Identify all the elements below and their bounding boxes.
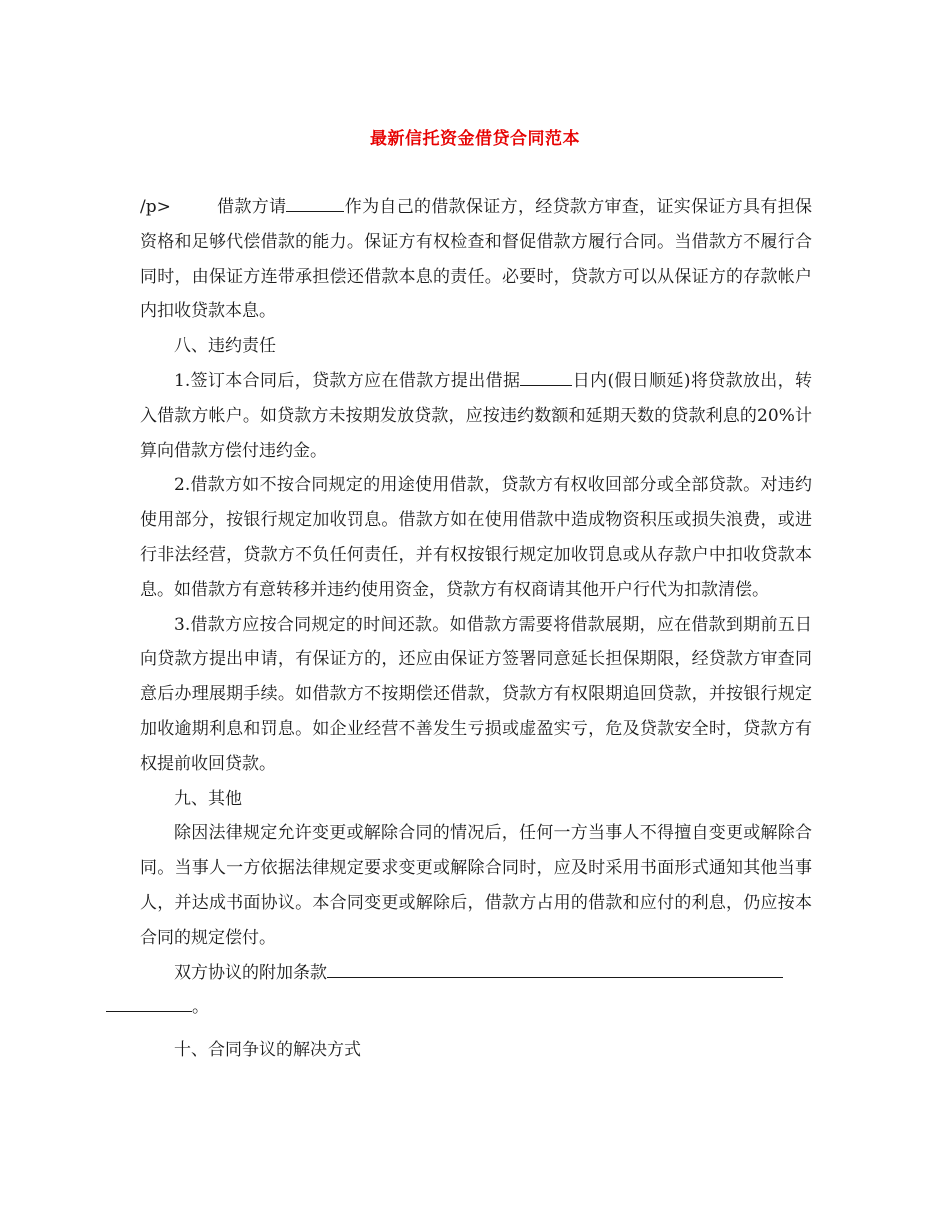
section-heading-breach: 八、违约责任 (174, 336, 276, 357)
guarantor-name-blank (286, 193, 344, 212)
clause-8-2: 2.借款方如不按合同规定的用途使用借款，贷款方有权收回部分或全部贷款。对违约使用部分，按银行规定加收罚息。借款方如在使用借款中造成物资积压或损失浪费，或进行非法经营，贷款方不负任何责任，并有权按银行规定加收罚息或从存款户中扣收贷款本息。如借款方有意转移并违约使用资金，贷款方有权商请其他开户行代为扣款清偿。 (140, 475, 812, 600)
guarantor-text-start: 借款方请 (216, 197, 287, 217)
stray-markup-prefix: /p> (140, 197, 171, 217)
supplement-blank (327, 959, 783, 978)
document-body (140, 190, 812, 1068)
section-heading-other: 九、其他 (174, 788, 242, 809)
clause-8-1-start: 1.签订本合同后，贷款方应在借款方提出借据 (174, 370, 521, 391)
guarantor-text-rest: 作为自己的借款保证方，经贷款方审查，证实保证方具有担保资格和足够代偿借款的能力。保证方有权检查和督促借款方履行合同。当借款方不履行合同时，由保证方连带承担偿还借款本息的责任。必要时，贷款方可以从保证方的存款帐户内扣收贷款本息。 (140, 197, 813, 322)
guarantor-paragraph (140, 190, 812, 329)
document-title: 最新信托资金借贷合同范本 (370, 129, 580, 149)
clause-8-1-rest: 日内(假日顺延)将贷款放出，转入借款方帐户。如贷款方未按期发放贷款，应按违约数额和延期天数的贷款利息的20%计算向借款方偿付违约金。 (140, 370, 812, 461)
supplement-label: 双方协议的附加条款 (174, 962, 327, 983)
section-heading-dispute: 十、合同争议的解决方式 (174, 1040, 361, 1061)
supplement-clause (140, 956, 812, 1026)
supplement-blank-continued (106, 993, 192, 1012)
clause-8-3: 3.借款方应按合同规定的时间还款。如借款方需要将借款展期，应在借款到期前五日向贷款方提出申请，有保证方的，还应由保证方签署同意延长担保期限，经贷款方审查同意后办理展期手续。如借款方不按期偿还借款，贷款方有权限期追回贷款，并按银行规定加收逾期利息和罚息。如企业经营不善发生亏损或虚盈实亏，危及贷款安全时，贷款方有权提前收回贷款。 (140, 614, 812, 774)
supplement-end: 。 (192, 997, 209, 1018)
clause-8-1 (140, 364, 812, 468)
clause-9-text: 除因法律规定允许变更或解除合同的情况后，任何一方当事人不得擅自变更或解除合同。当事人一方依据法律规定要求变更或解除合同时，应及时采用书面形式通知其他当事人，并达成书面协议。本合同变更或解除后，借款方占用的借款和应付的利息，仍应按本合同的规定偿付。 (140, 823, 812, 948)
days-blank (520, 367, 572, 386)
